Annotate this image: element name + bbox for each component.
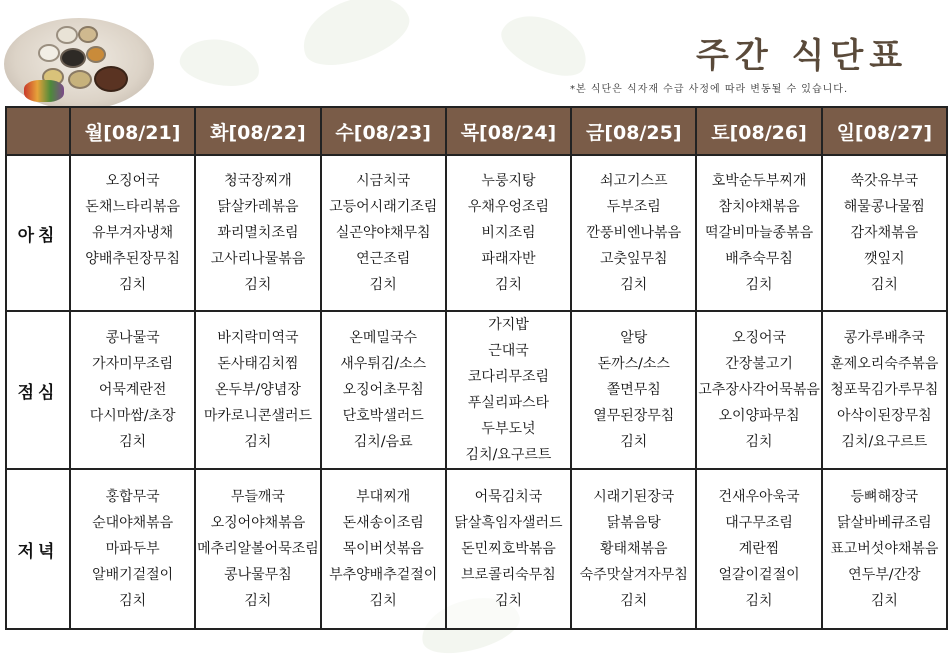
menu-item: 등뼈해장국 xyxy=(850,489,919,505)
menu-item: 간장불고기 xyxy=(725,356,793,372)
menu-item: 돈새송이조림 xyxy=(342,515,424,531)
menu-cell xyxy=(195,469,320,629)
menu-item: 바지락미역국 xyxy=(217,330,299,346)
menu-item: 오이양파무침 xyxy=(718,408,800,424)
menu-item: 감자채볶음 xyxy=(850,225,919,241)
menu-item: 온두부/양념장 xyxy=(214,382,301,398)
menu-item: 돈채느타리볶음 xyxy=(85,199,180,215)
menu-item: 부대찌개 xyxy=(356,489,411,505)
menu-item: 단호박샐러드 xyxy=(342,408,424,424)
menu-item: 김치 xyxy=(244,593,272,609)
menu-item: 김치 xyxy=(620,434,648,450)
menu-cell xyxy=(571,469,696,629)
meal-row-breakfast xyxy=(6,155,947,311)
page-title: 주간 식단표 xyxy=(696,36,909,76)
dish-icon xyxy=(86,46,106,63)
day-header-sun: 일[08/27] xyxy=(822,107,947,155)
menu-cell xyxy=(571,155,696,311)
dish-icon xyxy=(94,66,128,92)
menu-cell xyxy=(696,155,821,311)
day-header-fri: 금[08/25] xyxy=(571,107,696,155)
menu-cell xyxy=(822,155,947,311)
menu-item: 온메밀국수 xyxy=(349,330,418,346)
dish-icon xyxy=(38,44,60,62)
menu-cell xyxy=(70,155,195,311)
menu-item: 비지조림 xyxy=(481,225,536,241)
menu-item: 시금치국 xyxy=(356,173,411,189)
menu-notice: *본 식단은 식자재 수급 사정에 따라 변동될 수 있습니다. xyxy=(570,84,849,95)
day-header-wed: 수[08/23] xyxy=(321,107,446,155)
menu-item: 쑥갓유부국 xyxy=(850,173,919,189)
menu-item: 해물콩나물찜 xyxy=(843,199,925,215)
menu-cell xyxy=(696,311,821,469)
menu-item: 훈제오리숙주볶음 xyxy=(830,356,939,372)
menu-item: 계란찜 xyxy=(738,541,780,557)
menu-item: 연두부/간장 xyxy=(848,567,921,583)
day-header-row xyxy=(6,107,947,155)
menu-item: 김치 xyxy=(494,593,523,609)
menu-item: 코다리무조림 xyxy=(467,369,550,385)
menu-item: 콩가루배추국 xyxy=(843,330,925,346)
menu-item: 누룽지탕 xyxy=(481,173,536,189)
menu-item: 우채우엉조림 xyxy=(467,199,550,215)
menu-item: 김치 xyxy=(620,277,648,293)
menu-item: 김치 xyxy=(244,277,272,293)
menu-item: 고등어시래기조림 xyxy=(329,199,438,215)
menu-item: 가지밥 xyxy=(488,317,529,333)
menu-item: 쫄면무침 xyxy=(606,382,661,398)
menu-item: 김치 xyxy=(369,277,397,293)
menu-item: 김치/음료 xyxy=(353,434,413,450)
menu-cell xyxy=(822,469,947,629)
menu-item: 얼갈이겉절이 xyxy=(718,567,800,583)
menu-item: 두부도넛 xyxy=(481,421,536,437)
day-header-thu: 목[08/24] xyxy=(446,107,571,155)
menu-item: 김치 xyxy=(870,277,898,293)
menu-item: 콩나물무침 xyxy=(224,567,292,583)
dish-icon xyxy=(60,48,86,68)
menu-cell xyxy=(70,469,195,629)
menu-item: 황태채볶음 xyxy=(599,541,668,557)
day-header-sat: 토[08/26] xyxy=(696,107,821,155)
menu-cell xyxy=(195,155,320,311)
menu-item: 대구무조림 xyxy=(725,515,793,531)
menu-item: 양배추된장무침 xyxy=(85,251,180,267)
menu-item: 돈민찌호박볶음 xyxy=(461,541,556,557)
menu-item: 돈사태김치찜 xyxy=(217,356,299,372)
menu-item: 마파두부 xyxy=(105,541,160,557)
menu-item: 파래자반 xyxy=(481,251,536,267)
menu-item: 알탕 xyxy=(620,330,648,346)
menu-item: 표고버섯야채볶음 xyxy=(830,541,939,557)
menu-item: 배추숙무침 xyxy=(725,251,793,267)
menu-item: 시래기된장국 xyxy=(593,489,675,505)
dish-icon xyxy=(56,26,78,44)
menu-item: 건새우아욱국 xyxy=(718,489,800,505)
menu-item: 김치 xyxy=(119,434,147,450)
corner-cell xyxy=(6,107,70,155)
menu-item: 실곤약야채무침 xyxy=(335,225,431,241)
menu-item: 고사리나물볶음 xyxy=(210,251,306,267)
dish-icon xyxy=(24,80,64,102)
menu-cell xyxy=(70,311,195,469)
menu-cell xyxy=(195,311,320,469)
menu-cell xyxy=(321,469,446,629)
menu-item: 어묵계란전 xyxy=(98,382,167,398)
menu-item: 김치/요구르트 xyxy=(841,434,928,450)
menu-item: 김치 xyxy=(244,434,272,450)
menu-item: 무들깨국 xyxy=(230,489,285,505)
menu-item: 가자미무조림 xyxy=(92,356,174,372)
menu-item: 순대야채볶음 xyxy=(92,515,174,531)
menu-item: 콩나물국 xyxy=(105,330,160,346)
menu-item: 새우튀김/소스 xyxy=(340,356,427,372)
menu-item: 고추장사각어묵볶음 xyxy=(698,382,820,398)
menu-item: 김치 xyxy=(119,593,147,609)
menu-item: 목이버섯볶음 xyxy=(342,541,424,557)
menu-item: 부추양배추겉절이 xyxy=(329,567,438,583)
menu-item: 김치/요구르트 xyxy=(465,447,552,463)
menu-item: 고춧잎무침 xyxy=(599,251,668,267)
menu-item: 알배기겉절이 xyxy=(92,567,174,583)
menu-item: 닭살흑임자샐러드 xyxy=(454,515,563,531)
menu-item: 숙주맛살겨자무침 xyxy=(579,567,688,583)
menu-item: 청포묵김가루무침 xyxy=(830,382,939,398)
dish-icon xyxy=(68,70,92,89)
menu-item: 호박순두부찌개 xyxy=(711,173,807,189)
menu-item: 김치 xyxy=(745,593,773,609)
menu-item: 김치 xyxy=(870,593,898,609)
menu-cell xyxy=(321,155,446,311)
menu-item: 돈까스/소스 xyxy=(597,356,670,372)
meal-label: 아침 xyxy=(6,155,70,311)
menu-item: 깻잎지 xyxy=(864,251,905,267)
menu-item: 홍합무국 xyxy=(105,489,160,505)
menu-item: 메추리알볼어묵조림 xyxy=(197,541,319,557)
menu-item: 어묵김치국 xyxy=(474,489,543,505)
menu-cell xyxy=(446,311,571,469)
menu-item: 브로콜리숙무침 xyxy=(461,567,556,583)
menu-item: 오징어초무침 xyxy=(342,382,424,398)
menu-item: 꽈리멸치조림 xyxy=(217,225,299,241)
menu-item: 연근조림 xyxy=(356,251,411,267)
menu-item: 깐풍비엔나볶음 xyxy=(586,225,682,241)
menu-item: 마카로니콘샐러드 xyxy=(203,408,313,424)
menu-item: 푸실리파스타 xyxy=(467,395,550,411)
menu-item: 닭살바베큐조림 xyxy=(837,515,932,531)
menu-item: 김치 xyxy=(369,593,397,609)
menu-item: 청국장찌개 xyxy=(224,173,292,189)
menu-cell xyxy=(696,469,821,629)
menu-cell xyxy=(446,155,571,311)
menu-cell xyxy=(571,311,696,469)
menu-item: 닭볶음탕 xyxy=(606,515,661,531)
dish-icon xyxy=(78,26,98,43)
weekly-menu-table xyxy=(5,106,948,630)
food-plate-image xyxy=(4,18,154,110)
menu-item: 아삭이된장무침 xyxy=(837,408,932,424)
menu-cell xyxy=(446,469,571,629)
day-header-mon: 월[08/21] xyxy=(70,107,195,155)
meal-row-dinner xyxy=(6,469,947,629)
menu-item: 근대국 xyxy=(488,343,529,359)
menu-item: 두부조림 xyxy=(606,199,661,215)
day-header-tue: 화[08/22] xyxy=(195,107,320,155)
menu-body xyxy=(6,155,947,629)
menu-cell xyxy=(822,311,947,469)
menu-item: 오징어국 xyxy=(731,330,787,346)
menu-item: 유부겨자냉채 xyxy=(92,225,174,241)
menu-item: 닭살카레볶음 xyxy=(217,199,299,215)
meal-label: 점심 xyxy=(6,311,70,469)
menu-item: 떡갈비마늘종볶음 xyxy=(704,225,814,241)
page-header xyxy=(0,0,950,105)
menu-item: 김치 xyxy=(745,434,773,450)
menu-item: 김치 xyxy=(119,277,147,293)
meal-row-lunch xyxy=(6,311,947,469)
menu-item: 열무된장무침 xyxy=(593,408,675,424)
menu-item: 김치 xyxy=(620,593,648,609)
menu-item: 오징어국 xyxy=(105,173,160,189)
menu-item: 김치 xyxy=(745,277,773,293)
menu-item: 다시마쌈/초장 xyxy=(89,408,176,424)
menu-item: 김치 xyxy=(494,277,523,293)
menu-cell xyxy=(321,311,446,469)
menu-item: 쇠고기스프 xyxy=(599,173,668,189)
menu-item: 오징어야채볶음 xyxy=(210,515,306,531)
meal-label: 저녁 xyxy=(6,469,70,629)
menu-item: 참치야채볶음 xyxy=(718,199,800,215)
